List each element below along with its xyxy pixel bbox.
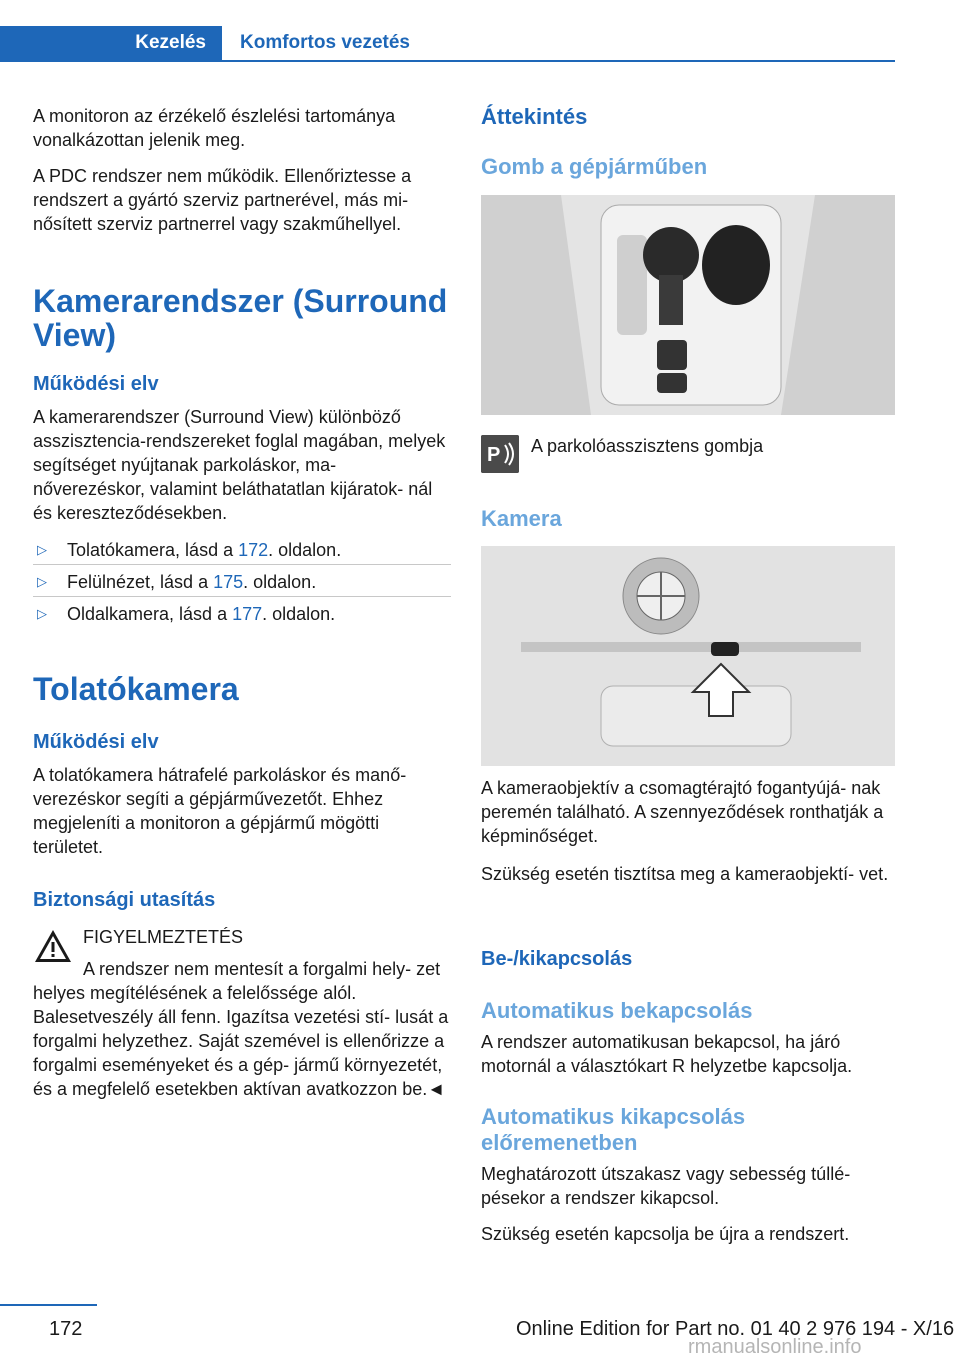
list-divider	[33, 564, 451, 565]
parking-assistant-button-icon	[481, 435, 519, 473]
page-header	[0, 0, 895, 62]
triangle-bullet-icon: ▷	[37, 542, 47, 557]
tailgate-camera-photo	[481, 546, 895, 766]
paragraph-rear-camera: A tolatókamera hátrafelé parkoláskor és manő- verezéskor segíti a gépjárművezetőt. Ehhez megjeleníti a monitoron a gépjármű mögötti területet.	[33, 765, 407, 857]
tab-komfortos-vezetes[interactable]: Komfortos vezetés	[240, 32, 410, 53]
page-link-175[interactable]: 175	[213, 572, 244, 592]
heading-rear-camera: Tolatókamera	[33, 671, 239, 707]
list-item-top-view: ▷ Felülnézet, lásd a 175. oldalon.	[37, 572, 317, 592]
paragraph-restart: Szükség esetén kapcsolja be újra a rendszert.	[481, 1224, 850, 1244]
page-link-177[interactable]: 177	[232, 604, 263, 624]
heading-overview: Áttekintés	[481, 104, 588, 129]
edition-note: Online Edition for Part no. 01 40 2 976 194 - X/16	[516, 1318, 955, 1340]
button-caption: A parkolóasszisztens gombja	[531, 436, 764, 456]
page-link-172[interactable]: 172	[238, 540, 269, 560]
heading-camera-system: Kamerarendszer (Surround View)	[33, 283, 448, 353]
triangle-bullet-icon: ▷	[37, 606, 47, 621]
paragraph-auto-off: Meghatározott útszakasz vagy sebesség túllé- pésekor a rendszer kikapcsol.	[481, 1164, 851, 1208]
paragraph-pdc-fault: A PDC rendszer nem működik. Ellenőriztesse a rendszert a gyártó szerviz partnerével, más mi- nősített szerviz partnerrel vagy szakműhellyel.	[33, 166, 412, 234]
heading-camera: Kamera	[481, 506, 562, 531]
paragraph-camera-system: A kamerarendszer (Surround View) különböző asszisztencia-rendszereket foglal magában, melyek segítséget nyújtanak parkoláskor, ma- nőverezéskor, valamint beláthatatlan kijáratok- nál és kereszteződésekben.	[33, 407, 446, 523]
warning-title: FIGYELMEZTETÉS	[83, 927, 244, 947]
warning-text: A rendszer nem mentesít a forgalmi hely- zet helyes megítélésének a felelőssége alól. Balesetveszély áll fenn. Igazítsa vezetési stí- lusát a forgalmi helyzethez. Saját szemével is ellenőrizze a forgalmi eseményeket és a gép- jármű környezetét, és a megfelelő esetekben aktívan avatkozzon be.◄	[33, 959, 449, 1099]
list-divider	[33, 596, 451, 597]
heading-button-in-vehicle: Gomb a gépjárműben	[481, 154, 708, 179]
heading-safety: Biztonsági utasítás	[33, 889, 216, 911]
triangle-bullet-icon: ▷	[37, 574, 47, 589]
watermark: rmanualsonline.info	[688, 1336, 862, 1358]
heading-principle: Működési elv	[33, 373, 159, 395]
heading-auto-on: Automatikus bekapcsolás	[481, 998, 753, 1023]
paragraph-auto-on: A rendszer automatikusan bekapcsol, ha járó motornál a választókart R helyzetbe kapcsolja.	[481, 1032, 853, 1076]
tab-kezeles[interactable]: Kezelés	[0, 26, 222, 60]
svg-text:P: P	[487, 444, 501, 466]
header-rule	[0, 60, 895, 62]
list-item-side-camera: ▷ Oldalkamera, lásd a 177. oldalon.	[37, 604, 336, 624]
center-console-photo	[481, 195, 895, 415]
heading-on-off: Be-/kikapcsolás	[481, 948, 633, 970]
heading-principle-2: Működési elv	[33, 731, 159, 753]
paragraph-sensor-range: A monitoron az érzékelő észlelési tartománya vonalkázottan jelenik meg.	[33, 106, 396, 150]
list-item-rear-camera: ▷ Tolatókamera, lásd a 172. oldalon.	[37, 540, 342, 560]
paragraph-camera-location: A kameraobjektív a csomagtérajtó fogantyújá- nak peremén található. A szennyeződések ronthatják a képminőséget.	[481, 778, 884, 846]
heading-auto-off: Automatikus kikapcsolás előremenetben	[481, 1104, 746, 1155]
footer-rule	[0, 1304, 97, 1306]
page-number: 172	[49, 1318, 83, 1340]
paragraph-camera-clean: Szükség esetén tisztítsa meg a kameraobjektí- vet.	[481, 864, 889, 884]
